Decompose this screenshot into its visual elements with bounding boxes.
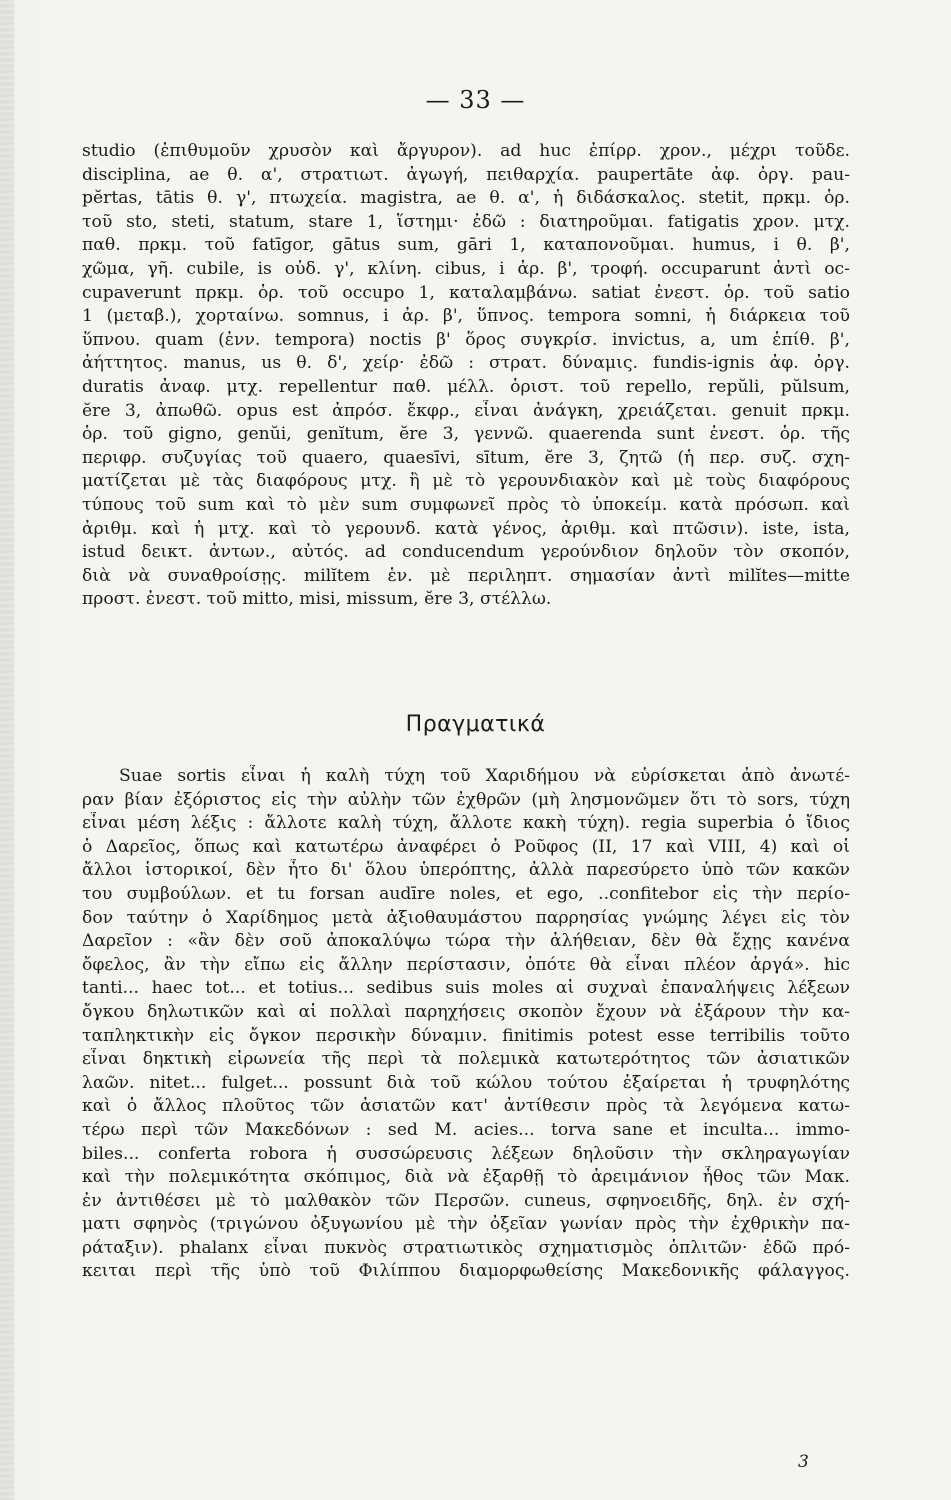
glossary-line: ἀήττητος. manus, us θ. δ', χείρ· ἐδῶ : στρατ. δύναμις. fundis-ignis ἀφ. ὀργ.: [82, 353, 850, 374]
glossary-line: disciplina, ae θ. α', στρατιωτ. ἀγωγή, πειθαρχία. paupertāte ἀφ. ὀργ. pau-: [82, 164, 850, 185]
commentary-line: καὶ ὁ ἄλλος πλοῦτος τῶν ἀσιατῶν κατ' ἀντίθεσιν πρὸς τὰ λεγόμενα κατω-: [82, 1096, 850, 1117]
signature-mark: 3: [798, 1452, 809, 1472]
glossary-line: cupaverunt πρκμ. ὁρ. τοῦ occupo 1, καταλαμβάνω. satiat ἐνεστ. ὁρ. τοῦ satio: [82, 282, 850, 303]
commentary-line: ἐν ἀντιθέσει μὲ τὸ μαλθακὸν τῶν Περσῶν. cuneus, σφηνοειδῆς, δηλ. ἐν σχή-: [82, 1190, 850, 1211]
commentary-line: ὄφελος, ἂν τὴν εἴπω εἰς ἄλλην περίστασιν, ὁπότε θὰ εἶναι πλέον ἀργά». hic: [82, 954, 850, 975]
commentary-line: ταπληκτικὴν εἰς ὄγκον περσικὴν δύναμιν. finitimis potest esse terribilis τοῦτο: [82, 1025, 850, 1046]
commentary-line: καὶ τὴν πολεμικότητα σκόπιμος, διὰ νὰ ἐξαρθῇ τὸ ἀρειμάνιον ἦθος τῶν Μακ.: [82, 1167, 850, 1188]
page-binding-edge: [0, 0, 14, 1500]
page-number: — 33 —: [425, 86, 526, 114]
glossary-line: ĕre 3, ἀπωθῶ. opus est ἀπρόσ. ἔκφρ., εἶναι ἀνάγκη, χρειάζεται. genuit πρκμ.: [82, 400, 850, 421]
commentary-block: [82, 765, 850, 1284]
glossary-line: διὰ νὰ συναθροίσῃς. milĭtem ἑν. μὲ περιληπτ. σημασίαν ἀντὶ milĭtes—mitte: [82, 565, 850, 586]
glossary-block: [82, 140, 850, 612]
glossary-line: istud δεικτ. ἀντων., αὐτός. ad conducendum γερούνδιον δηλοῦν τὸν σκοπόν,: [82, 542, 850, 563]
glossary-line: τοῦ sto, steti, statum, stare 1, ἵστημι· ἐδῶ : διατηροῦμαι. fatigatis χρον. μτχ.: [82, 211, 850, 232]
glossary-line: παθ. πρκμ. τοῦ fatīgor, gātus sum, gāri 1, καταπονοῦμαι. humus, i θ. β',: [82, 235, 850, 256]
glossary-line: studio (ἐπιθυμοῦν χρυσὸν καὶ ἄργυρον). ad huc ἐπίρρ. χρον., μέχρι τοῦδε.: [82, 141, 850, 161]
commentary-line: biles... conferta robora ἡ συσσώρευσις λέξεων δηλοῦσιν τὴν σκληραγωγίαν: [82, 1143, 850, 1164]
commentary-line: ματι σφηνὸς (τριγώνου ὀξυγωνίου μὲ τὴν ὀξεῖαν γωνίαν πρὸς τὴν ἐχθρικὴν πα-: [82, 1214, 850, 1235]
commentary-line: του συμβούλων. et tu forsan audīre noles, et ego, ..confitebor εἰς τὴν περίο-: [82, 883, 850, 904]
commentary-line: κειται περὶ τῆς ὑπὸ τοῦ Φιλίππου διαμορφωθείσης Μακεδονικῆς φάλαγγος.: [82, 1261, 850, 1282]
commentary-line: ὁ Δαρεῖος, ὅπως καὶ κατωτέρω ἀναφέρει ὁ Ροῦφος (II, 17 καὶ VIII, 4) καὶ οἱ: [82, 836, 850, 857]
section-heading: Πραγματικά: [405, 712, 546, 737]
commentary-line: εἶναι μέση λέξις : ἄλλοτε καλὴ τύχη, ἄλλοτε κακὴ τύχη). regia superbia ὁ ἴδιος: [82, 813, 850, 834]
glossary-line: ὁρ. τοῦ gigno, genŭi, genĭtum, ĕre 3, γεννῶ. quaerenda sunt ἐνεστ. ὁρ. τῆς: [82, 424, 850, 445]
commentary-line: tanti... haec tot... et totius... sedibus suis moles αἱ συχναὶ ἐπαναλήψεις λέξεων: [82, 978, 850, 999]
glossary-line: duratis ἀναφ. μτχ. repellentur παθ. μέλλ. ὁριστ. τοῦ repello, repŭli, pŭlsum,: [82, 376, 850, 397]
glossary-line: ματίζεται μὲ τὰς διαφόρους μτχ. ἢ μὲ τὸ γερουνδιακὸν καὶ μὲ τοὺς διαφόρους: [82, 471, 850, 492]
glossary-line: χῶμα, γῆ. cubile, is οὐδ. γ', κλίνη. cibus, i ἀρ. β', τροφή. occuparunt ἀντὶ oc-: [82, 258, 850, 279]
commentary-line: τέρω περὶ τῶν Μακεδόνων : sed M. acies... torva sane et inculta... immo-: [82, 1119, 850, 1140]
glossary-line: περιφρ. συζυγίας τοῦ quaero, quaesīvi, sītum, ĕre 3, ζητῶ (ἡ περ. συζ. σχη-: [82, 447, 850, 468]
glossary-line: ἀριθμ. καὶ ἡ μτχ. καὶ τὸ γερουνδ. κατὰ γένος, ἀριθμ. καὶ πτῶσιν). iste, ista,: [82, 518, 850, 539]
commentary-line: λαῶν. nitet... fulget... possunt διὰ τοῦ κώλου τούτου ἐξαίρεται ἡ τρυφηλότης: [82, 1072, 850, 1093]
commentary-line: ραν βίαν ἐξόριστος εἰς τὴν αὐλὴν τῶν ἐχθρῶν (μὴ λησμονῶμεν ὅτι τὸ sors, τύχη: [82, 789, 850, 810]
glossary-line: 1 (μεταβ.), χορταίνω. somnus, i ἀρ. β', ὕπνος. tempora somni, ἡ διάρκεια τοῦ: [82, 306, 850, 327]
commentary-line: ράταξιν). phalanx εἶναι πυκνὸς στρατιωτικὸς σχηματισμὸς ὁπλιτῶν· ἐδῶ πρό-: [82, 1237, 850, 1258]
glossary-line: προστ. ἐνεστ. τοῦ mitto, misi, missum, ĕre 3, στέλλω.: [82, 589, 552, 610]
glossary-line: τύπους τοῦ sum καὶ τὸ μὲν sum συμφωνεῖ πρὸς τὸ ὑποκείμ. κατὰ πρόσωπ. καὶ: [82, 494, 850, 515]
commentary-line: Suae sortis εἶναι ἡ καλὴ τύχη τοῦ Χαριδήμου νὰ εὑρίσκεται ἀπὸ ἀνωτέ-: [119, 766, 850, 786]
commentary-line: εἶναι δηκτικὴ εἰρωνεία τῆς περὶ τὰ πολεμικὰ κατωτερότητος τῶν ἀσιατικῶν: [82, 1049, 850, 1070]
glossary-line: pĕrtas, tātis θ. γ', πτωχεία. magistra, ae θ. α', ἡ διδάσκαλος. stetit, πρκμ. ὁρ.: [82, 188, 850, 209]
glossary-line: ὕπνου. quam (ἐνν. tempora) noctis β' ὅρος συγκρίσ. invictus, a, um ἐπίθ. β',: [82, 329, 850, 350]
commentary-line: ἄλλοι ἱστορικοί, δὲν ἦτο δι' ὅλου ὑπερόπτης, ἀλλὰ παρεσύρετο ὑπὸ τῶν κακῶν: [82, 860, 850, 881]
commentary-line: Δαρεῖον : «ἂν δὲν σοῦ ἀποκαλύψω τώρα τὴν ἀλήθειαν, δὲν θὰ ἔχῃς κανένα: [82, 931, 850, 952]
commentary-line: δον ταύτην ὁ Χαρίδημος μετὰ ἀξιοθαυμάστου παρρησίας γνώμης λέγει εἰς τὸν: [82, 907, 850, 928]
commentary-line: ὄγκου δηλωτικῶν καὶ αἱ πολλαὶ παρηχήσεις σκοπὸν ἔχουν νὰ ἐξάρουν τὴν κα-: [82, 1001, 850, 1022]
